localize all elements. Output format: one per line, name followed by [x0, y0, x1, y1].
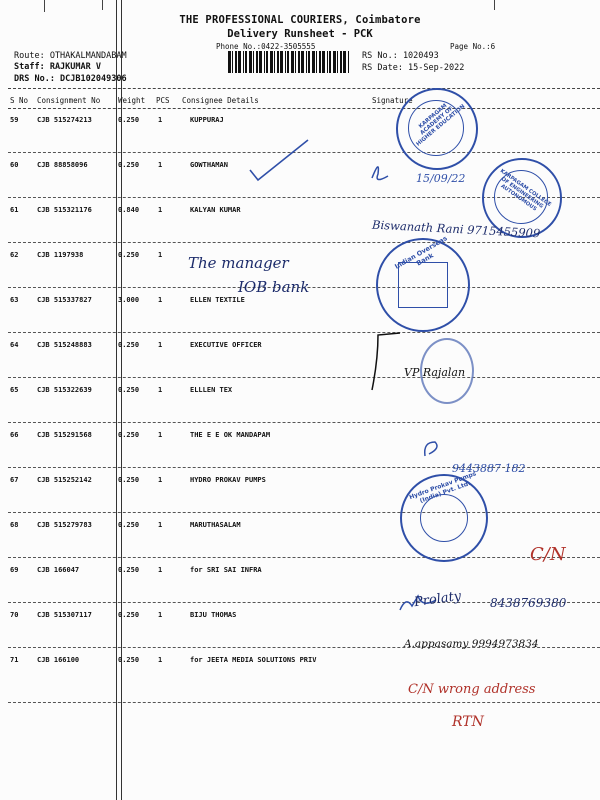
row-weight: 0.250	[118, 386, 140, 394]
document-title: THE PROFESSIONAL COURIERS, Coimbatore	[179, 14, 421, 26]
row-weight: 0.250	[118, 476, 140, 484]
signature-scribble	[372, 167, 388, 180]
row-consignee: GOWTHAMAN	[190, 161, 228, 169]
row-pcs: 1	[158, 161, 163, 169]
row-weight: 0.250	[118, 251, 140, 259]
row-consignment: CJB 515252142	[37, 476, 92, 484]
row-consignment: CJB 515337827	[37, 296, 92, 304]
row-consignee: EXECUTIVE OFFICER	[190, 341, 262, 349]
row-pcs: 1	[158, 296, 163, 304]
row-pcs: 1	[158, 341, 163, 349]
row-sno: 71	[10, 656, 19, 664]
row-sno: 66	[10, 431, 19, 439]
row-consignee: for JEETA MEDIA SOLUTIONS PRIV	[190, 656, 317, 664]
row-weight: 0.250	[118, 566, 140, 574]
col-consignment: Consignment No	[37, 96, 101, 105]
row-consignment: CJB 515322639	[37, 386, 92, 394]
row-consignment: CJB 515279783	[37, 521, 92, 529]
stamp-text: KARPAGAM COLLEGE OF ENGINEERING AUTONOMOUS	[498, 168, 553, 213]
row-consignee: KUPPURAJ	[190, 116, 224, 124]
row-consignee: for SRI SAI INFRA	[190, 566, 262, 574]
col-weight: Weight	[118, 96, 146, 105]
row-sno: 63	[10, 296, 19, 304]
row-weight: 0.250	[118, 521, 140, 529]
document-subtitle: Delivery Runsheet - PCK	[227, 28, 373, 40]
row-consignment: CJB 515307117	[37, 611, 92, 619]
row-weight: 0.250	[118, 656, 140, 664]
row-sno: 67	[10, 476, 19, 484]
row-pcs: 1	[158, 386, 163, 394]
drs-number: DRS No.: DCJB102049306	[14, 74, 127, 84]
phone-number: Phone No.:0422-3505555	[216, 42, 316, 51]
handwritten-consignee: The manager	[188, 254, 289, 272]
row-consignment: CJB 515291568	[37, 431, 92, 439]
stamp-text: KARPAGAM ACADEMY OF HIGHER EDUCATION	[415, 102, 467, 148]
stamp-text: Hydro Prokav Pumps (India) Pvt. Ltd.	[408, 470, 478, 505]
row-consignee: ELLEN TEXTILE	[190, 296, 245, 304]
stamp-text: Indian Overseas Bank	[393, 234, 449, 271]
row-sno: 68	[10, 521, 19, 529]
row-sno: 60	[10, 161, 19, 169]
row-pcs: 1	[158, 116, 163, 124]
tick-mark	[250, 140, 308, 180]
row-weight: 0.840	[118, 206, 140, 214]
row-consignee: THE E E OK MANDAPAM	[190, 431, 271, 439]
signature-scribble	[425, 442, 437, 456]
row-sno: 64	[10, 341, 19, 349]
row-weight: 0.250	[118, 116, 140, 124]
row-consignment: CJB 88858096	[37, 161, 88, 169]
handwritten-note: C/N	[530, 544, 566, 565]
route-label: Route: OTHAKALMANDABAM	[14, 51, 127, 61]
row-consignee: ELLLEN TEX	[190, 386, 233, 394]
row-consignment: CJB 515321176	[37, 206, 92, 214]
row-consignment: CJB 515274213	[37, 116, 92, 124]
col-pcs: PCS	[156, 96, 170, 105]
row-sno: 65	[10, 386, 19, 394]
row-pcs: 1	[158, 476, 163, 484]
row-sno: 70	[10, 611, 19, 619]
row-sno: 62	[10, 251, 19, 259]
row-consignment: CJB 515248883	[37, 341, 92, 349]
handwritten-signature: A.appasamy 9994973834	[404, 638, 539, 650]
row-weight: 3.000	[118, 296, 140, 304]
row-pcs: 1	[158, 656, 163, 664]
row-sno: 69	[10, 566, 19, 574]
handwritten-phone: 9443887 182	[452, 462, 526, 475]
row-consignee: MARUTHASALAM	[190, 521, 241, 529]
signature-stroke	[372, 333, 400, 390]
staff-label: Staff: RAJKUMAR V	[14, 62, 101, 72]
handwritten-signature: Biswanath Rani 9715455909	[371, 217, 541, 241]
row-pcs: 1	[158, 206, 163, 214]
row-weight: 0.250	[118, 431, 140, 439]
row-sno: 61	[10, 206, 19, 214]
col-sno: S No	[10, 96, 29, 105]
row-pcs: 1	[158, 251, 163, 259]
row-pcs: 1	[158, 611, 163, 619]
handwritten-phone: 8438769380	[490, 596, 567, 610]
handwritten-consignee: IOB bank	[238, 278, 310, 296]
row-consignee: KALYAN KUMAR	[190, 206, 241, 214]
row-pcs: 1	[158, 431, 163, 439]
handwritten-signature: VP Rajalan	[404, 366, 466, 379]
rs-date: RS Date: 15-Sep-2022	[362, 63, 465, 73]
row-weight: 0.250	[118, 341, 140, 349]
row-pcs: 1	[158, 521, 163, 529]
rs-number: RS No.: 1020493	[362, 51, 439, 61]
row-weight: 0.250	[118, 161, 140, 169]
row-sno: 59	[10, 116, 19, 124]
row-consignee: BIJU THOMAS	[190, 611, 237, 619]
row-pcs: 1	[158, 566, 163, 574]
handwritten-signature: Prolaty	[413, 588, 463, 611]
row-consignment: CJB 166047	[37, 566, 80, 574]
handwritten-date: 15/09/22	[416, 172, 466, 185]
row-consignee: HYDRO PROKAV PUMPS	[190, 476, 266, 484]
row-consignment: CJB 1197938	[37, 251, 84, 259]
handwritten-note: C/N wrong address	[408, 682, 536, 697]
page-number: Page No.:6	[450, 42, 496, 51]
col-signature: Signature	[372, 96, 413, 105]
handwritten-note: RTN	[452, 714, 484, 730]
row-consignment: CJB 166100	[37, 656, 80, 664]
col-consignee: Consignee Details	[182, 96, 259, 105]
row-weight: 0.250	[118, 611, 140, 619]
